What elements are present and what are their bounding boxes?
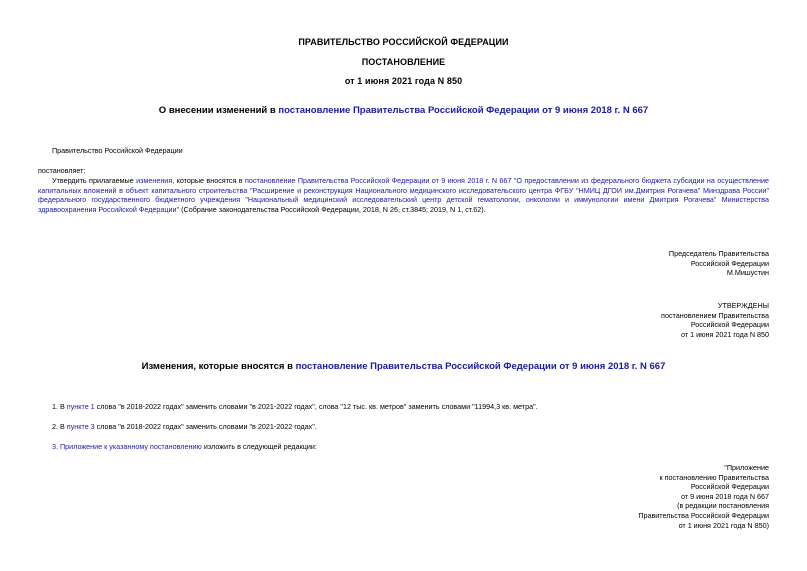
signature-line-1: Председатель Правительства: [668, 249, 769, 258]
item-2-prefix: 2. В: [52, 422, 67, 431]
signature-line-3: М.Мишустин: [726, 268, 769, 278]
p1-end: (Собрание законодательства Российской Федерации, 2018, N 26, ст.3845; 2019, N 1, ст.62).: [179, 204, 486, 214]
item-3-text: изложить в следующей редакции:: [201, 442, 317, 451]
appendix-line-1: "Приложение: [724, 463, 769, 472]
changes-title-link[interactable]: постановление Правительства Российской Федерации от 9 июня 2018 г. N 667: [295, 361, 666, 372]
approved-block: [661, 301, 769, 339]
signature-line-2: Российской Федерации: [690, 258, 769, 268]
item-1: [52, 402, 538, 412]
appendix-line-3: Российской Федерации: [690, 482, 769, 492]
appendix-line-6: Правительства Российской Федерации: [638, 510, 769, 520]
header-date-number: от 1 июня 2021 года N 850: [344, 76, 463, 86]
title-link[interactable]: постановление Правительства Российской Федерации от 9 июня 2018 г. N 667: [278, 105, 649, 116]
item-3-link[interactable]: 3. Приложение к указанному постановлению: [52, 442, 202, 451]
item-3: [52, 442, 317, 452]
item-2-text: слова "в 2018-2022 годах" заменить словами "в 2021-2022 годах".: [94, 422, 317, 431]
changes-title-prefix: Изменения, которые вносятся в: [141, 361, 296, 372]
issuer-text: Правительство Российской Федерации: [52, 146, 183, 155]
approved-line-3: Российской Федерации: [690, 320, 769, 330]
p1-start: Утвердить прилагаемые: [52, 176, 137, 185]
signature-block: [669, 249, 769, 278]
item-2-link[interactable]: пункте 3: [66, 422, 95, 431]
approved-line-2: постановлением Правительства: [661, 310, 769, 320]
item-1-text: слова "в 2018-2022 годах" заменить словами "в 2021-2022 годах", слова "12 тыс. кв. метров" заменить словами "11994,3 кв. метра".: [94, 402, 538, 411]
paragraph-1: [38, 176, 769, 214]
header-doc-type: ПОСТАНОВЛЕНИЕ: [361, 57, 446, 67]
approved-line-4: от 1 июня 2021 года N 850: [680, 329, 769, 339]
appendix-block: [638, 463, 769, 530]
appendix-line-4: от 9 июня 2018 года N 667: [680, 491, 769, 501]
title-prefix: О внесении изменений в: [158, 105, 279, 116]
resolves-text: постановляет:: [38, 166, 86, 175]
item-1-prefix: 1. В: [52, 402, 67, 411]
appendix-line-2: к постановлению Правительства: [659, 472, 769, 482]
approved-line-1: УТВЕРЖДЕНЫ: [717, 301, 769, 310]
item-1-link[interactable]: пункте 1: [66, 402, 95, 411]
p1-mid: , которые вносятся в: [172, 176, 246, 185]
changes-title: [0, 361, 807, 372]
appendix-line-7: от 1 июня 2021 года N 850): [678, 520, 769, 530]
header-government: ПРАВИТЕЛЬСТВО РОССИЙСКОЙ ФЕДЕРАЦИИ: [298, 37, 509, 47]
document-title: [0, 105, 807, 116]
changes-link[interactable]: изменения: [136, 176, 173, 185]
appendix-line-5: (в редакции постановления: [677, 501, 769, 511]
resolution-link[interactable]: постановление Правительства Российской Федерации от 9 июня 2018 г. N 667 "О предоставлении из федерального бюджета субсидии на осуществление капитальных вложений в объект капитального строительства "Расширение и реконструкция Национального медицинского исследовательского центра ФГБУ "НМИЦ ДГОИ им.Дмитрия Рогачева" Минздрава России" федерального государственного бюджетного учреждения "Национальный медицинский исследовательский центр детской гематологии, онкологии и иммунологии имени Дмитрия Рогачева" Министерства здравоохранения Российской Федерации": [38, 176, 770, 214]
item-2: [52, 422, 317, 432]
